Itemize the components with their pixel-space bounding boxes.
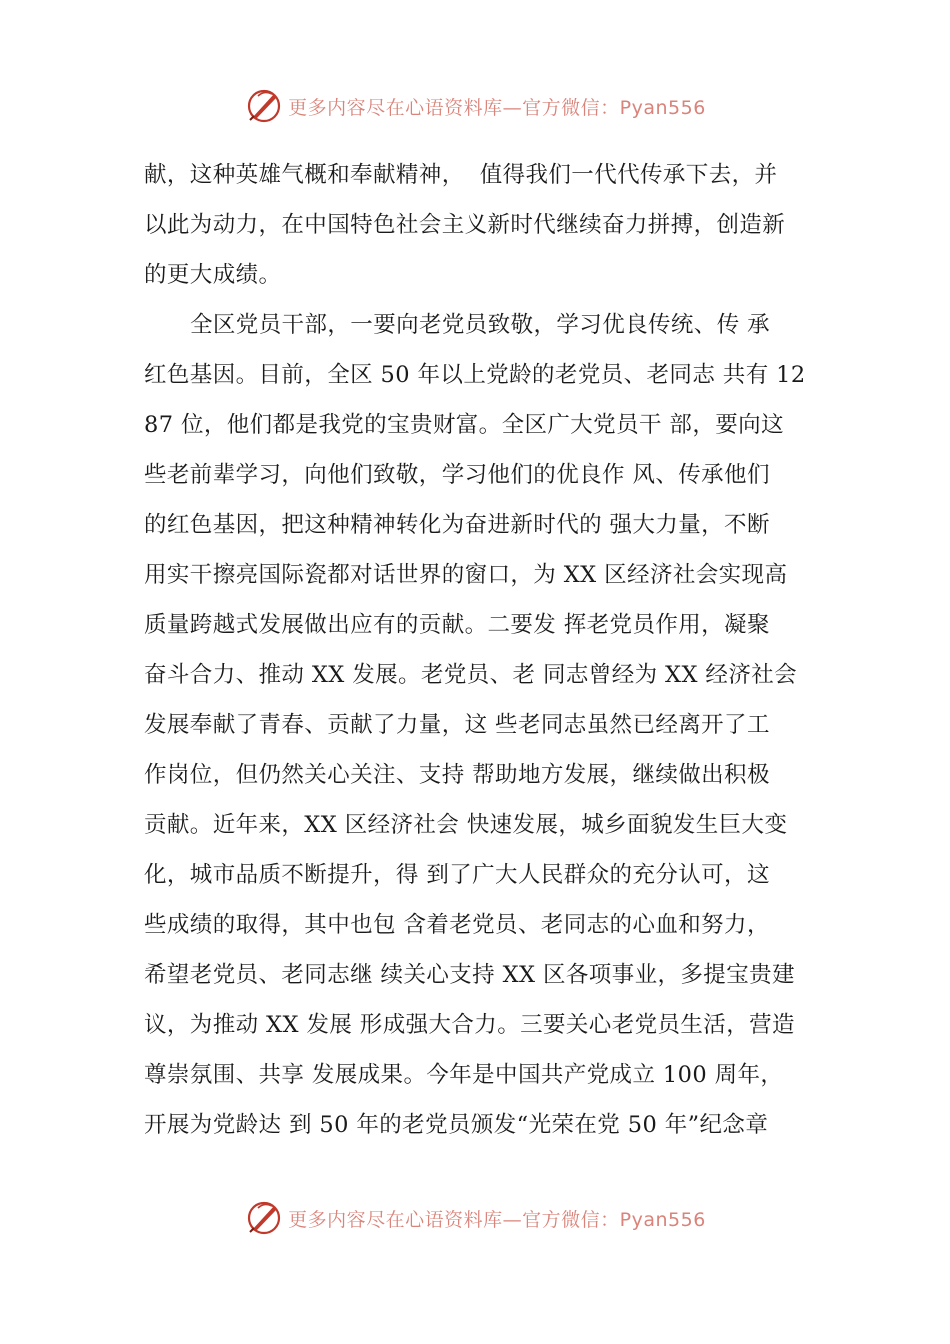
banner-text: 更多内容尽在心语资料库—官方微信：Pyan556 [288, 1208, 706, 1231]
text-line: 质量跨越式发展做出应有的贡献。二要发 挥老党员作用，凝聚 [144, 612, 770, 638]
document-body [144, 150, 814, 1150]
text-line: 尊崇氛围、共享 发展成果。今年是中国共产党成立 100 周年， [144, 1062, 784, 1088]
text-line: 以此为动力，在中国特色社会主义新时代继续奋力拼搏，创造新 [144, 212, 786, 238]
quill-logo-icon [244, 1198, 284, 1238]
paragraph [144, 300, 814, 1150]
quill-logo-icon [244, 86, 284, 126]
banner-text: 更多内容尽在心语资料库—官方微信：Pyan556 [288, 96, 706, 119]
header-banner [0, 84, 950, 128]
wechat-contact: Pyan556 [619, 1208, 706, 1231]
text-line: 些成绩的取得，其中也包 含着老党员、老同志的心血和努力， [144, 912, 770, 938]
text-line: 希望老党员、老同志继 续关心支持 XX 区各项事业，多提宝贵建 [144, 962, 795, 988]
paragraph [144, 150, 814, 300]
text-line: 献，这种英雄气概和奉献精神， 值得我们一代代传承下去，并 [144, 162, 778, 188]
text-line: 发展奉献了青春、贡献了力量，这 些老同志虽然已经离开了工 [144, 712, 770, 738]
text-line: 奋斗合力、推动 XX 发展。老党员、老 同志曾经为 XX 经济社会 [144, 662, 798, 688]
text-line: 贡献。近年来，XX 区经济社会 快速发展，城乡面貌发生巨大变 [144, 812, 788, 838]
text-line: 化，城市品质不断提升，得 到了广大人民群众的充分认可，这 [144, 862, 770, 888]
text-line: 作岗位，但仍然关心关注、支持 帮助地方发展，继续做出积极 [144, 762, 770, 788]
footer-banner [0, 1196, 950, 1240]
text-line: 的更大成绩。 [144, 262, 282, 288]
text-line: 些老前辈学习，向他们致敬，学习他们的优良作 风、传承他们 [144, 462, 770, 488]
text-line: 87 位，他们都是我党的宝贵财富。全区广大党员干 部，要向这 [144, 412, 784, 438]
text-line: 用实干擦亮国际瓷都对话世界的窗口，为 XX 区经济社会实现高 [144, 562, 788, 588]
wechat-contact: Pyan556 [619, 96, 706, 119]
text-line: 开展为党龄达 到 50 年的老党员颁发“光荣在党 50 年”纪念章 [144, 1112, 769, 1138]
text-line: 的红色基因，把这种精神转化为奋进新时代的 强大力量，不断 [144, 512, 770, 538]
text-line: 红色基因。目前，全区 50 年以上党龄的老党员、老同志 共有 12 [144, 362, 806, 388]
text-line: 全区党员干部，一要向老党员致敬，学习优良传统、传 承 [190, 312, 771, 338]
text-line: 议，为推动 XX 发展 形成强大合力。三要关心老党员生活，营造 [144, 1012, 795, 1038]
